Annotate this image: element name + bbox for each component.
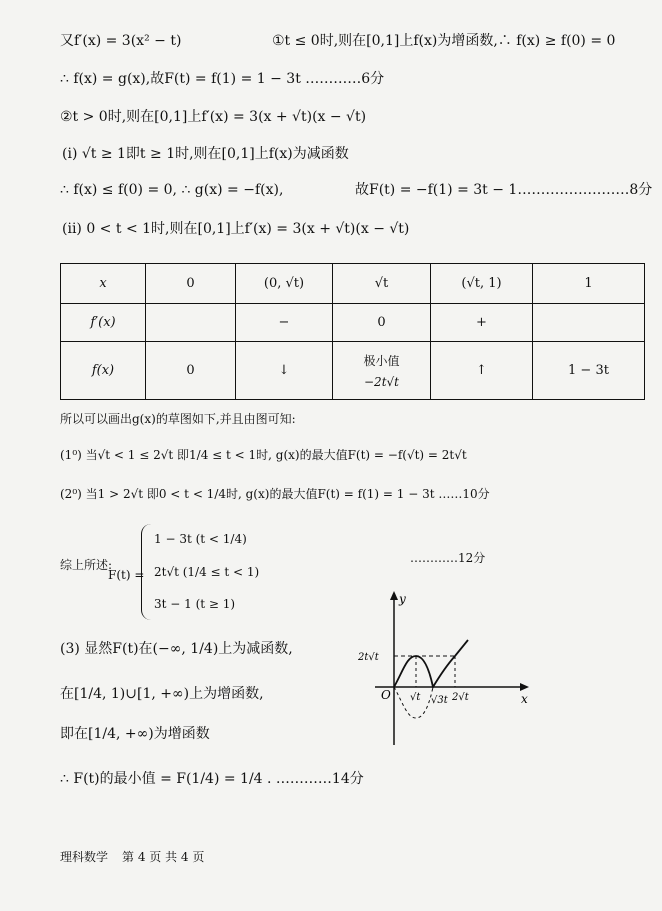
minimum-label: 极小值 [363,354,400,368]
y-tick-label: 2t√t [358,652,379,663]
origin-label: O [381,688,391,702]
cell-f-increasing: ↑ [431,342,533,400]
line-subcase-ii: (ii) 0 < t < 1时,则在[0,1]上f′(x) = 3(x + √t)(x − √t) [62,221,410,237]
part3-line1: (3) 显然F(t)在(−∞, 1/4)上为减函数, [60,641,293,657]
summary-F-lhs: F(t) = [108,568,145,582]
cell-fprime-0 [146,304,236,342]
cell-fprime-negative: − [236,304,333,342]
cell-f-header: f(x) [61,342,146,400]
part3-line2: 在[1/4, 1)∪[1, +∞)上为增函数, [60,686,264,702]
cell-f-1: 1 − 3t [533,342,645,400]
x-tick-sqrt-3t: √3t [431,695,448,706]
footer-subject: 理科数学 [60,850,109,864]
cell-f-decreasing: ↓ [236,342,333,400]
line-subcase-i: (i) √t ≥ 1即t ≥ 1时,则在[0,1]上f(x)为减函数 [62,146,349,162]
minimum-value: −2t√t [364,375,399,389]
part3-line4: ∴ F(t)的最小值 = F(1/4) = 1/4 . …………14分 [60,771,364,787]
x-axis-arrow [520,683,529,691]
line-case-t-positive: ②t > 0时,则在[0,1]上f′(x) = 3(x + √t)(x − √t) [60,109,367,125]
table-row-fprime [61,304,645,342]
footer-page-number: 第 4 页 共 4 页 [122,850,205,864]
x-tick-sqrt-t: √t [410,692,421,703]
line-case-t-nonpositive: ①t ≤ 0时,则在[0,1]上f(x)为增函数,∴ f(x) ≥ f(0) = 0 [272,33,616,49]
table-row-x [61,264,645,304]
sketch-note: 所以可以画出g(x)的草图如下,并且由图可知: [60,412,296,426]
part3-line3: 即在[1/4, +∞)为增函数 [60,726,210,742]
x-tick-2sqrt-t: 2√t [452,692,469,703]
piece-1: 1 − 3t (t < 1/4) [154,532,247,546]
cell-x-sqrt-t: √t [333,264,431,304]
cell-f-minimum [333,342,431,400]
line-g-equals-neg-f: ∴ f(x) ≤ f(0) = 0, ∴ g(x) = −f(x), [60,182,284,198]
cell-fprime-positive: + [431,304,533,342]
piecewise-brace [141,524,152,620]
cell-x-interval-left: (0, √t) [236,264,333,304]
summary-label: 综上所述: [60,558,113,572]
g-sketch-graph [355,585,545,750]
cell-x-header: x [61,264,146,304]
cell-x-1: 1 [533,264,645,304]
piece-2: 2t√t (1/4 ≤ t < 1) [154,565,260,579]
case-2: (2⁰) 当1 > 2√t 即0 < t < 1/4时, g(x)的最大值F(t) = f(1) = 1 − 3t ……10分 [60,487,490,501]
line-F-equals-3t-1: 故F(t) = −f(1) = 3t − 1……………………8分 [355,182,653,198]
x-axis-label: x [521,692,528,706]
cell-x-interval-right: (√t, 1) [431,264,533,304]
y-axis-arrow [390,591,398,600]
cell-fprime-header: f′(x) [61,304,146,342]
score-12: …………12分 [410,551,486,565]
g-curve [394,640,468,687]
y-axis-label: y [399,592,406,606]
cell-f-0: 0 [146,342,236,400]
piece-3: 3t − 1 (t ≥ 1) [154,597,236,611]
case-1: (1⁰) 当√t < 1 ≤ 2√t 即1/4 ≤ t < 1时, g(x)的最大值F(t) = −f(√t) = 2t√t [60,448,467,462]
line-derivative: 又f′(x) = 3(x² − t) [60,33,182,49]
table-row-f [61,342,645,400]
variation-table [60,263,645,400]
line-F-equals-1-3t: ∴ f(x) = g(x),故F(t) = f(1) = 1 − 3t …………6分 [60,71,385,87]
cell-fprime-zero: 0 [333,304,431,342]
cell-x-0: 0 [146,264,236,304]
cell-fprime-1 [533,304,645,342]
